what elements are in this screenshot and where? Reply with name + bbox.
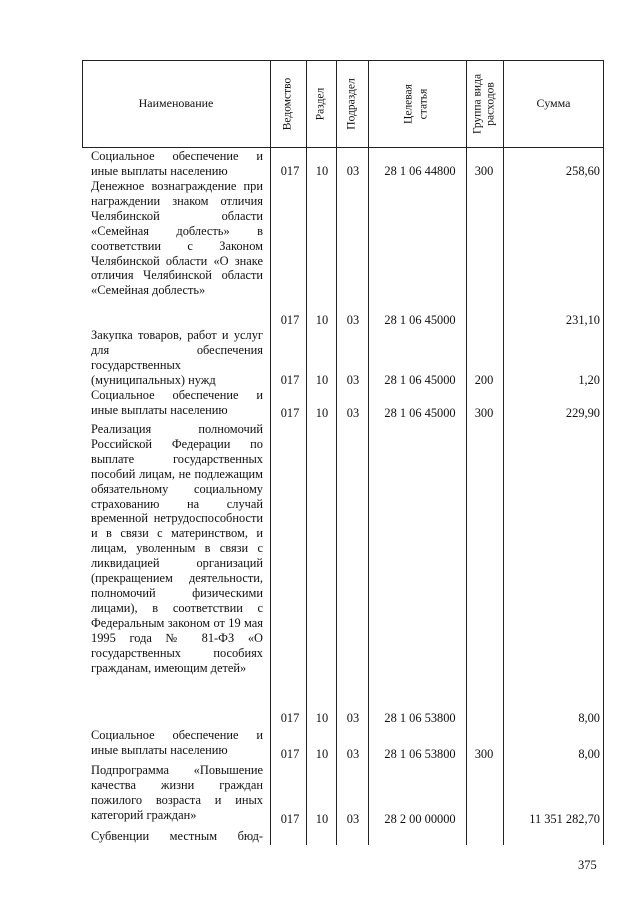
header-bottom-border	[82, 147, 604, 148]
header-sum: Сумма	[536, 96, 571, 110]
col-divider-section	[336, 60, 337, 845]
row-target: 28 1 06 45000	[384, 313, 456, 327]
row-department: 017	[280, 313, 300, 327]
col-divider-group	[503, 60, 504, 845]
row-section: 10	[315, 164, 329, 178]
col-divider-subsection	[368, 60, 369, 845]
header-name: Наименование	[138, 96, 214, 110]
row-department: 017	[280, 164, 300, 178]
row-subsection: 03	[346, 164, 360, 178]
header-target-line1: Целевая	[402, 84, 415, 124]
row-sum: 229,90	[565, 406, 600, 420]
row-target: 28 1 06 53800	[384, 747, 456, 761]
row-section: 10	[315, 711, 329, 725]
col-divider-target	[466, 60, 467, 845]
col-divider-name	[270, 60, 271, 845]
header-target-line2: статья	[417, 88, 430, 120]
table-right-border	[603, 60, 604, 845]
row-group: 300	[474, 406, 494, 420]
row-sum: 258,60	[565, 164, 600, 178]
row-subsection: 03	[346, 747, 360, 761]
row-subsection: 03	[346, 313, 360, 327]
row-target: 28 1 06 45000	[384, 373, 456, 387]
row-target: 28 1 06 45000	[384, 406, 456, 420]
row-sum: 1,20	[578, 373, 600, 387]
header-section: Раздел	[314, 87, 327, 121]
row-department: 017	[280, 711, 300, 725]
row-section: 10	[315, 373, 329, 387]
row-section: 10	[315, 406, 329, 420]
row-department: 017	[280, 406, 300, 420]
row-name: Реализация полномочий Российской Федерации по выплате государственных пособий лицам, не подлежащим обязательному социальному страхованию на случай временной нетрудоспособности и в связи с материнством, и лицам, уволенным в связи с ликвидацией организаций (прекращением деятельности, полномочий физическими лицами), в соответствии с Федеральным законом от 19 мая 1995 года № 81-ФЗ «О государственных пособиях гражданам, имеющим детей»	[91, 422, 263, 675]
row-target: 28 1 06 53800	[384, 711, 456, 725]
header-department: Ведомство	[281, 77, 294, 131]
row-section: 10	[315, 747, 329, 761]
row-name: Социальное обеспечение и иные выплаты населению	[91, 388, 263, 417]
row-department: 017	[280, 373, 300, 387]
row-name: Социальное обеспечение и иные выплаты населению	[91, 728, 263, 757]
row-subsection: 03	[346, 406, 360, 420]
table-top-border	[82, 60, 604, 61]
row-section: 10	[315, 812, 329, 826]
row-group: 300	[474, 164, 494, 178]
row-group: 200	[474, 373, 494, 387]
row-department: 017	[280, 747, 300, 761]
header-subsection: Подраздел	[345, 78, 358, 130]
row-subsection: 03	[346, 373, 360, 387]
page-number: 375	[578, 858, 597, 872]
row-subsection: 03	[346, 711, 360, 725]
row-target: 28 1 06 44800	[384, 164, 456, 178]
header-group-line2: расходов	[484, 82, 497, 126]
row-department: 017	[280, 812, 300, 826]
header-group-line1: Группа вида	[471, 73, 484, 135]
row-name: Социальное обеспечение и иные выплаты населению	[91, 149, 263, 178]
row-name: Субвенции местным бюд-	[91, 829, 263, 843]
row-section: 10	[315, 313, 329, 327]
row-subsection: 03	[346, 812, 360, 826]
row-sum: 8,00	[578, 711, 600, 725]
row-name: Закупка товаров, работ и услуг для обеспечения государственных (муниципальных) нужд	[91, 328, 263, 387]
row-name: Денежное вознаграждение при награждении знаком отличия Челябинской области «Семейная доблесть» в соответствии с Законом Челябинской области «О знаке отличия Челябинской области «Семейная доблесть»	[91, 179, 263, 298]
row-sum: 231,10	[565, 313, 600, 327]
col-divider-department	[306, 60, 307, 845]
row-target: 28 2 00 00000	[384, 812, 456, 826]
row-group: 300	[474, 747, 494, 761]
row-sum: 8,00	[578, 747, 600, 761]
row-name: Подпрограмма «Повышение качества жизни граждан пожилого возраста и иных категорий граждан»	[91, 763, 263, 822]
row-sum: 11 351 282,70	[529, 812, 600, 826]
